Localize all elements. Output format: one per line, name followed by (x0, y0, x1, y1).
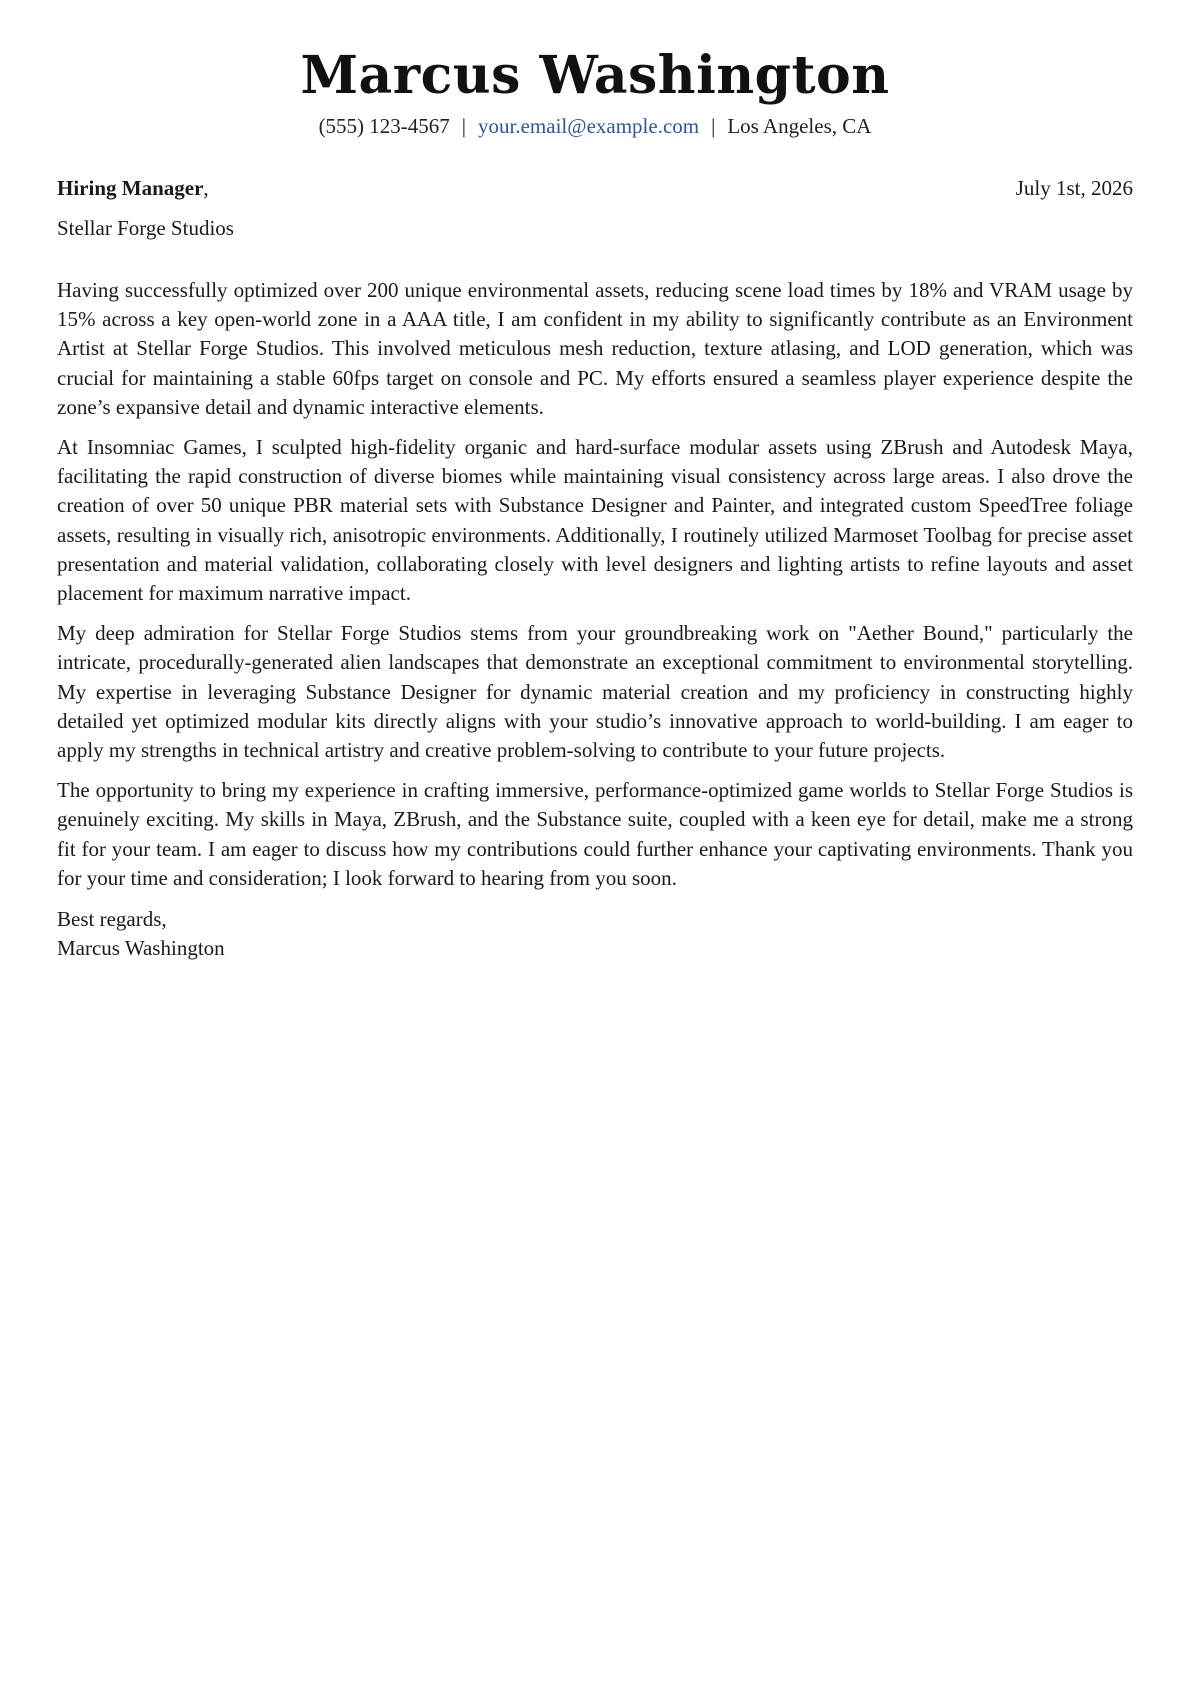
signature-name: Marcus Washington (57, 936, 225, 961)
body-paragraph: Having successfully optimized over 200 unique environmental assets, reducing scene load times by 18% and VRAM usage by 15% across a key open-world zone in a AAA title, I am confident in my ability to significantly contribute as an Environment Artist at Stellar Forge Studios. This involved meticulous mesh reduction, texture atlasing, and LOD generation, which was crucial for maintaining a stable 60fps target on console and PC. My efforts ensured a seamless player experience despite the zone’s expansive detail and dynamic interactive elements. (57, 278, 1133, 419)
recipient-line (57, 174, 209, 202)
location: Los Angeles, CA (727, 114, 872, 138)
letter-body (57, 276, 1133, 893)
recipient-name: Hiring Manager (57, 176, 204, 200)
body-paragraph: My deep admiration for Stellar Forge Studios stems from your groundbreaking work on "Aether Bound," particularly the intricate, procedurally-generated alien landscapes that demonstrate an exceptional commitment to environmental storytelling. My expertise in leveraging Substance Designer for dynamic material creation and my proficiency in constructing highly detailed yet optimized modular kits directly aligns with your studio’s innovative approach to world-building. I am eager to apply my strengths in technical artistry and creative problem-solving to contribute to your future projects. (57, 621, 1133, 763)
contact-separator: | (711, 114, 716, 138)
contact-line (57, 112, 1133, 140)
recipient-date-row (57, 174, 1133, 202)
recipient-suffix: , (203, 176, 209, 200)
letter-closing (57, 905, 1133, 963)
company-name: Stellar Forge Studios (57, 216, 234, 240)
closing-phrase: Best regards, (57, 907, 167, 932)
email-link[interactable]: your.email@example.com (478, 114, 700, 138)
phone-number: (555) 123-4567 (318, 114, 450, 138)
letter-header (57, 44, 1133, 140)
letter-date: July 1st, 2026 (1015, 176, 1133, 200)
contact-separator: | (461, 114, 467, 138)
body-paragraph: At Insomniac Games, I sculpted high-fidelity organic and hard-surface modular assets using ZBrush and Autodesk Maya, facilitating the rapid construction of diverse biomes while maintaining visual consistency across large areas. I also drove the creation of over 50 unique PBR material sets with Substance Designer and Painter, and integrated custom SpeedTree foliage assets, resulting in visually rich, anisotropic environments. Additionally, I routinely utilized Marmoset Toolbag for precise asset presentation and material validation, collaborating closely with level designers and lighting artists to refine layouts and asset placement for maximum narrative impact. (57, 435, 1133, 606)
body-paragraph: The opportunity to bring my experience in crafting immersive, performance-optimized game worlds to Stellar Forge Studios is genuinely exciting. My skills in Maya, ZBrush, and the Substance suite, coupled with a keen eye for detail, make me a strong fit for your team. I am eager to discuss how my contributions could further enhance your captivating environments. Thank you for your time and consideration; I look forward to hearing from you soon. (57, 778, 1133, 890)
applicant-name: Marcus Washington (300, 45, 890, 106)
